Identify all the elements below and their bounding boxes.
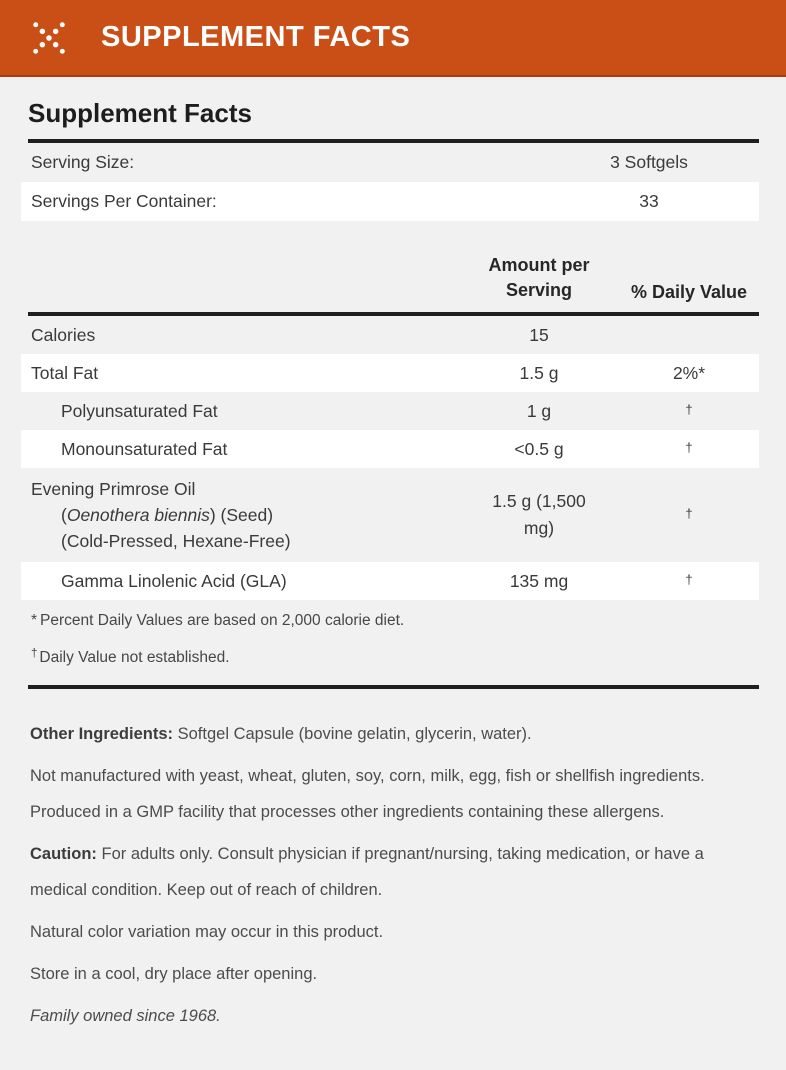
caution-label: Caution: bbox=[30, 845, 97, 864]
divider-bottom bbox=[28, 685, 759, 689]
supplement-facts-panel bbox=[0, 98, 786, 1070]
nutrient-row bbox=[21, 316, 759, 354]
nutrient-daily-value: † bbox=[685, 440, 693, 456]
nutrient-name-line: (Cold-Pressed, Hexane-Free) bbox=[61, 531, 291, 552]
footnote bbox=[31, 611, 759, 631]
other-ingredients-label: Other Ingredients: bbox=[30, 725, 174, 744]
allergen-statement: Not manufactured with yeast, wheat, gluten, soy, corn, milk, egg, fish or shellfish ingredients. Produced in a GMP facility that processes other ingredients containing these allergens. bbox=[30, 767, 705, 822]
supplement-facts-banner bbox=[0, 0, 786, 77]
color-variation-note: Natural color variation may occur in this product. bbox=[30, 923, 384, 942]
serving-info-rows bbox=[21, 143, 759, 221]
nutrient-name bbox=[21, 476, 459, 554]
column-header-row bbox=[21, 253, 759, 312]
caution-text: For adults only. Consult physician if pregnant/nursing, taking medication, or have a medical condition. Keep out of reach of children. bbox=[30, 845, 704, 900]
nutrient-amount: 1.5 g (1,500 mg) bbox=[492, 491, 586, 539]
serving-row bbox=[21, 182, 759, 221]
column-header-amount: Amount per Serving bbox=[488, 255, 590, 301]
footnote-text: Percent Daily Values are based on 2,000 calorie diet. bbox=[40, 612, 405, 630]
nutrient-amount: 1 g bbox=[526, 400, 552, 421]
storage-note: Store in a cool, dry place after opening. bbox=[30, 965, 318, 984]
serving-row-label: Servings Per Container: bbox=[31, 191, 217, 211]
nutrient-name: Calories bbox=[31, 325, 96, 346]
panel-title: Supplement Facts bbox=[28, 98, 252, 128]
column-header-daily-value: % Daily Value bbox=[630, 282, 748, 303]
nutrient-row bbox=[21, 430, 759, 468]
serving-row bbox=[21, 143, 759, 182]
dotted-x-icon bbox=[30, 19, 68, 57]
nutrient-daily-value: 2%* bbox=[672, 362, 706, 383]
spacer bbox=[21, 221, 759, 253]
footnote-text: Daily Value not established. bbox=[39, 649, 230, 667]
other-ingredients-text: Softgel Capsule (bovine gelatin, glycerin, water). bbox=[177, 725, 532, 744]
nutrient-name-line: (Oenothera biennis) (Seed) bbox=[61, 505, 274, 526]
caution bbox=[30, 836, 752, 908]
nutrient-daily-value: † bbox=[685, 402, 693, 418]
nutrient-row bbox=[21, 392, 759, 430]
nutrient-amount: 135 mg bbox=[509, 570, 569, 591]
nutrient-name: Total Fat bbox=[31, 363, 99, 384]
nutrient-amount: 1.5 g bbox=[519, 362, 559, 383]
nutrient-row bbox=[21, 562, 759, 600]
nutrient-daily-value: † bbox=[685, 506, 693, 522]
nutrient-name: Polyunsaturated Fat bbox=[61, 401, 218, 422]
nutrient-name: Gamma Linolenic Acid (GLA) bbox=[61, 571, 287, 592]
serving-row-value: 33 bbox=[639, 191, 659, 211]
bottom-padding bbox=[21, 1040, 759, 1070]
footnote bbox=[31, 644, 759, 668]
details-section bbox=[30, 716, 752, 1034]
footnote-marker: † bbox=[31, 648, 38, 661]
nutrient-daily-value: † bbox=[685, 572, 693, 588]
nutrient-row bbox=[21, 354, 759, 392]
banner-title: SUPPLEMENT FACTS bbox=[101, 21, 411, 53]
nutrient-amount: <0.5 g bbox=[514, 438, 564, 459]
nutrient-row bbox=[21, 468, 759, 562]
footnotes bbox=[21, 600, 759, 685]
tagline: Family owned since 1968. bbox=[30, 1007, 221, 1026]
nutrient-rows bbox=[21, 316, 759, 600]
footnote-marker: * bbox=[31, 612, 38, 630]
nutrient-amount: 15 bbox=[529, 324, 549, 345]
serving-row-value: 3 Softgels bbox=[610, 152, 688, 172]
other-ingredients bbox=[30, 716, 752, 752]
serving-row-label: Serving Size: bbox=[31, 152, 135, 172]
nutrient-name: Monounsaturated Fat bbox=[61, 439, 228, 460]
nutrient-name-line: Evening Primrose Oil bbox=[31, 479, 196, 500]
